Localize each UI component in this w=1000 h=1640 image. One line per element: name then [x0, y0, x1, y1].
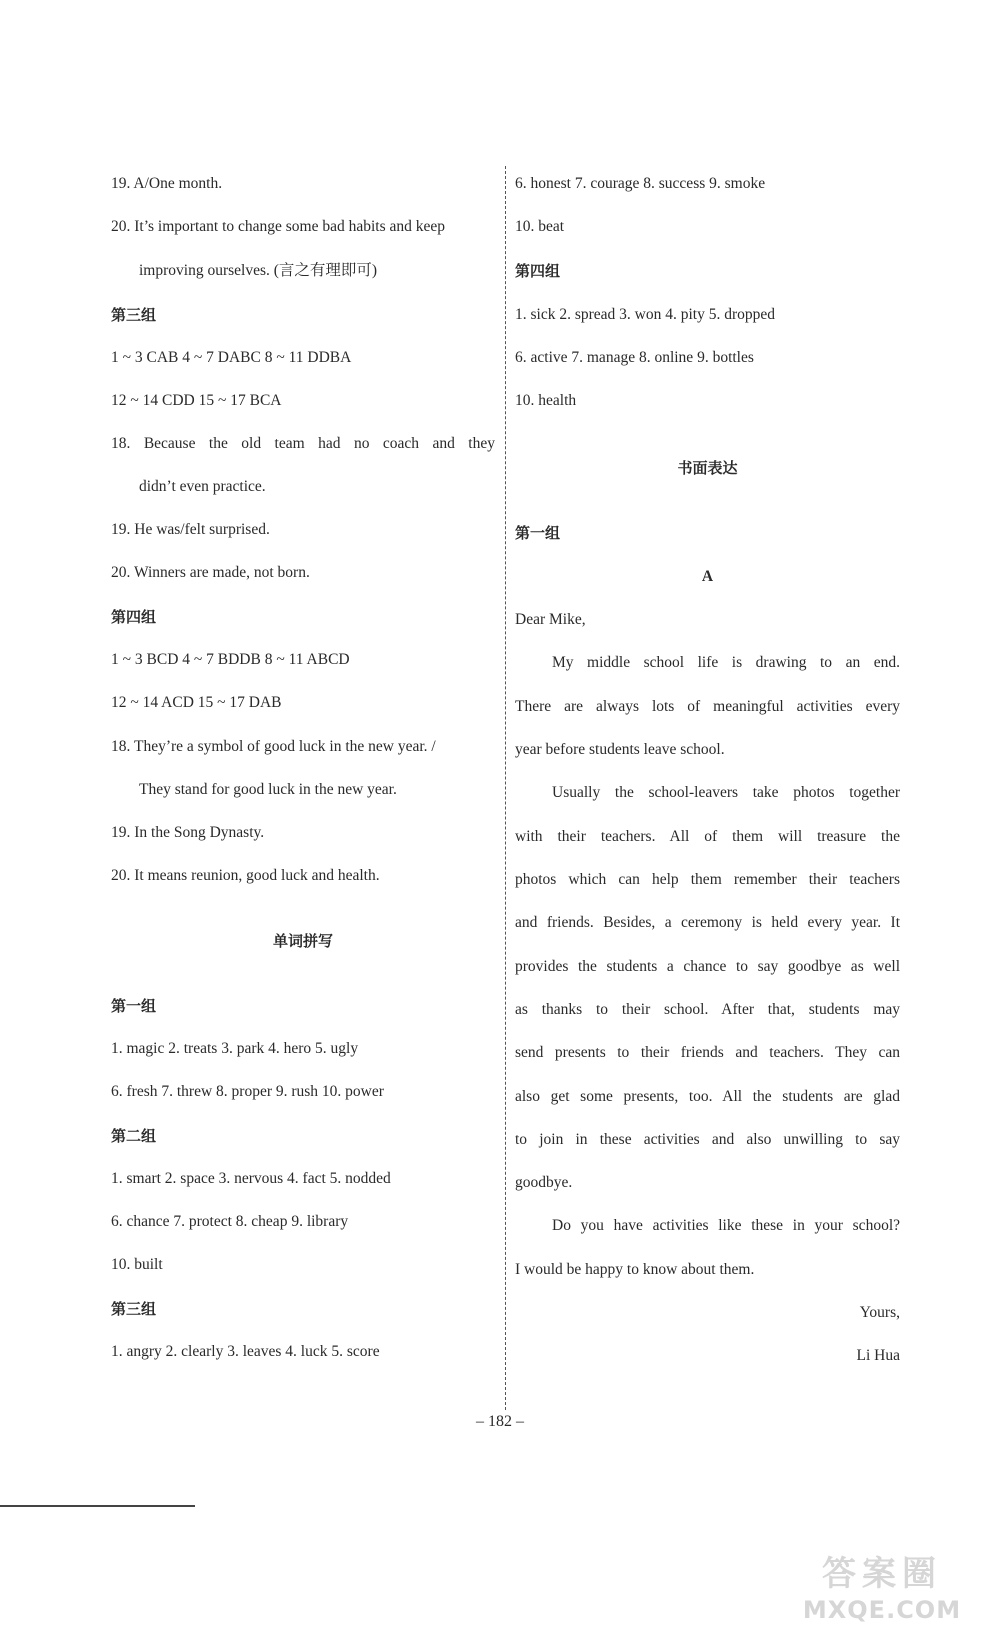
bottom-rule — [0, 1505, 195, 1507]
letter-line: year before students leave school. — [515, 741, 725, 758]
group-heading: 第四组 — [515, 262, 561, 280]
answer-line: 1. smart 2. space 3. nervous 4. fact 5. nodded — [111, 1170, 391, 1187]
answer-line: 12 ~ 14 CDD 15 ~ 17 BCA — [111, 392, 282, 409]
answer-line: 6. active 7. manage 8. online 9. bottles — [515, 349, 754, 366]
answer-line: 19. He was/felt surprised. — [111, 521, 270, 538]
answer-line: 6. chance 7. protect 8. cheap 9. library — [111, 1213, 349, 1230]
letter-line: as thanks to their school. After that, students may — [515, 1001, 900, 1018]
answer-line: didn’t even practice. — [139, 478, 266, 495]
answer-line: improving ourselves. (言之有理即可) — [139, 262, 378, 279]
letter-line: and friends. Besides, a ceremony is held every year. It — [515, 914, 900, 931]
answer-line: 18. They’re a symbol of good luck in the new year. / — [111, 738, 436, 755]
answer-line: 20. Winners are made, not born. — [111, 564, 310, 581]
answer-line: 10. beat — [515, 218, 565, 235]
letter-line: goodbye. — [515, 1174, 573, 1191]
answer-line: 19. A/One month. — [111, 175, 223, 192]
answer-line: They stand for good luck in the new year. — [139, 781, 397, 798]
letter-line: I would be happy to know about them. — [515, 1261, 755, 1278]
answer-line: 12 ~ 14 ACD 15 ~ 17 DAB — [111, 694, 282, 711]
letter-line: also get some presents, too. All the students are glad — [515, 1088, 900, 1105]
answer-line: 6. honest 7. courage 8. success 9. smoke — [515, 175, 766, 192]
watermark-text: 答案圈 — [822, 1554, 942, 1594]
letter-line: My middle school life is drawing to an end. — [552, 654, 900, 671]
answer-line: 19. In the Song Dynasty. — [111, 824, 265, 841]
page-number: – 182 – — [476, 1413, 524, 1430]
watermark-url: MXQE.COM — [802, 1596, 962, 1624]
letter-signature: Li Hua — [856, 1347, 900, 1364]
answer-line: 1. angry 2. clearly 3. leaves 4. luck 5. score — [111, 1343, 380, 1360]
answer-line: 20. It means reunion, good luck and health. — [111, 867, 380, 884]
answer-line: 10. health — [515, 392, 577, 409]
letter-closing: Yours, — [859, 1304, 900, 1321]
group-heading: 第二组 — [111, 1127, 157, 1145]
answer-line: 1 ~ 3 CAB 4 ~ 7 DABC 8 ~ 11 DDBA — [111, 349, 352, 366]
letter-line: There are always lots of meaningful activities every — [515, 698, 900, 715]
letter-line: send presents to their friends and teachers. They can — [515, 1044, 900, 1061]
group-heading: 第一组 — [111, 997, 157, 1015]
watermark — [782, 1552, 982, 1632]
letter-line: to join in these activities and also unwilling to say — [515, 1131, 900, 1148]
group-heading: 第一组 — [515, 524, 561, 542]
letter-line: Usually the school-leavers take photos together — [552, 784, 900, 801]
answer-line: 6. fresh 7. threw 8. proper 9. rush 10. power — [111, 1083, 384, 1100]
letter-line: with their teachers. All of them will treasure the — [515, 828, 900, 845]
answer-line: 20. It’s important to change some bad habits and keep — [111, 218, 446, 235]
letter-line: photos which can help them remember their teachers — [515, 871, 900, 888]
letter-line: Do you have activities like these in your school? — [552, 1217, 900, 1234]
group-heading: 第四组 — [111, 608, 157, 626]
answer-line: 10. built — [111, 1256, 163, 1273]
section-title: 单词拼写 — [272, 932, 333, 950]
group-heading: 第三组 — [111, 306, 157, 324]
letter-salutation: Dear Mike, — [515, 611, 586, 628]
group-heading: 第三组 — [111, 1300, 157, 1318]
column-divider — [505, 166, 506, 1410]
answer-line: 1 ~ 3 BCD 4 ~ 7 BDDB 8 ~ 11 ABCD — [111, 651, 350, 668]
answer-line: 1. sick 2. spread 3. won 4. pity 5. dropped — [515, 306, 776, 323]
answer-line: 1. magic 2. treats 3. park 4. hero 5. ugly — [111, 1040, 359, 1057]
letter-title: A — [701, 568, 714, 585]
section-title: 书面表达 — [677, 459, 738, 477]
answer-line: 18. Because the old team had no coach and they — [111, 435, 495, 452]
letter-line: provides the students a chance to say goodbye as well — [515, 958, 900, 975]
